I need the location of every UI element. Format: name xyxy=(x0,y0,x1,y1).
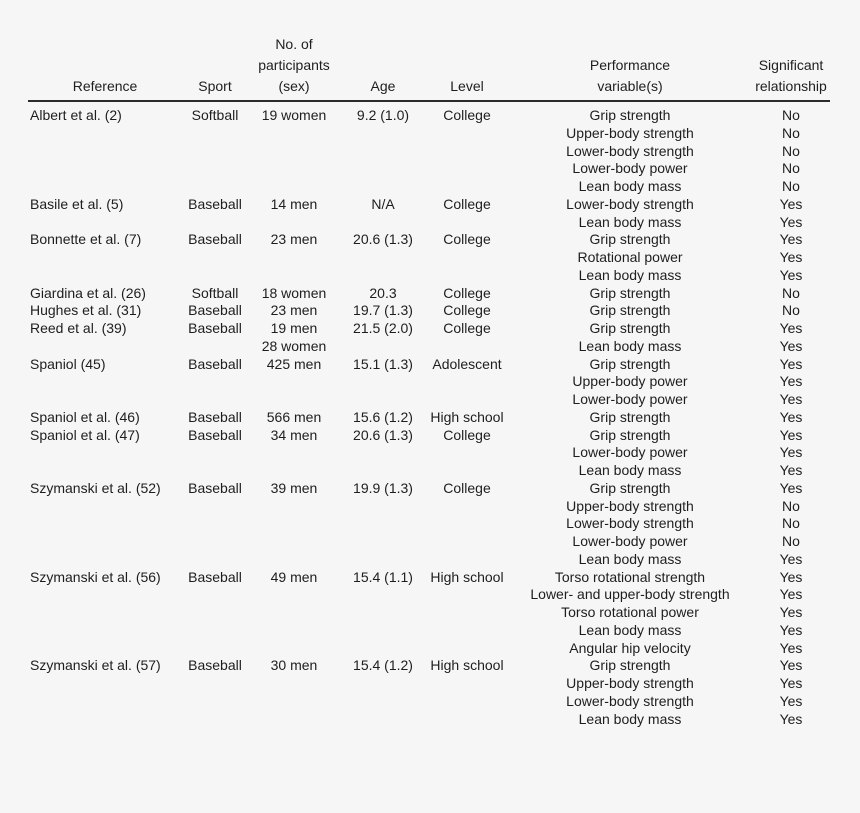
participants-cell: 425 men xyxy=(266,355,322,372)
level-cell xyxy=(428,675,506,693)
age-cell xyxy=(338,640,428,658)
participants-cell xyxy=(250,515,338,533)
sport-cell: Baseball xyxy=(188,195,242,212)
variable-cell: Lean body mass xyxy=(578,337,682,354)
variable-cell: Lower-body power xyxy=(572,160,688,177)
significant-cell: Yes xyxy=(779,231,803,248)
sport-cell: Baseball xyxy=(188,231,242,248)
sport-cell xyxy=(180,444,250,462)
participants-cell xyxy=(250,675,338,693)
participants-cell xyxy=(250,711,338,729)
variable-cell: Lean body mass xyxy=(578,550,682,567)
participants-cell: 18 women xyxy=(261,284,327,301)
sport-cell xyxy=(180,267,250,285)
sport-cell xyxy=(180,338,250,356)
significant-cell: No xyxy=(782,142,800,159)
level-cell xyxy=(428,640,506,658)
participants-cell: 23 men xyxy=(270,302,318,319)
sport-cell: Softball xyxy=(191,107,239,123)
level-cell xyxy=(428,160,506,178)
sport-cell: Baseball xyxy=(188,355,242,372)
variable-cell: Lean body mass xyxy=(578,710,682,727)
age-cell: 21.5 (2.0) xyxy=(353,320,413,336)
participants-cell: 28 women xyxy=(261,337,327,354)
significant-cell: Yes xyxy=(779,195,803,212)
variable-cell: Lower-body power xyxy=(572,444,688,461)
participants-cell xyxy=(250,622,338,640)
participants-cell xyxy=(250,604,338,622)
level-cell xyxy=(428,391,506,409)
column-header-line: Level xyxy=(450,78,484,94)
sport-cell xyxy=(180,675,250,693)
variable-cell: Lean body mass xyxy=(578,462,682,478)
column-header-line: Performance xyxy=(589,57,671,73)
reference-cell xyxy=(0,675,180,693)
sport-cell: Softball xyxy=(191,284,239,301)
level-cell: College xyxy=(443,231,491,248)
age-cell: 15.4 (1.1) xyxy=(353,568,413,585)
significant-cell: Yes xyxy=(779,657,803,674)
variable-cell: Upper-body power xyxy=(572,373,688,390)
level-cell xyxy=(428,693,506,711)
column-header-level xyxy=(428,76,506,97)
sport-cell xyxy=(180,214,250,232)
variable-cell: Grip strength xyxy=(589,231,671,248)
sport-cell xyxy=(180,160,250,178)
header-rule xyxy=(28,100,830,102)
level-cell xyxy=(428,249,506,267)
sport-cell xyxy=(180,604,250,622)
level-cell: Adolescent xyxy=(432,355,502,372)
participants-cell: 30 men xyxy=(270,657,318,674)
significant-cell: Yes xyxy=(779,391,803,407)
reference-cell xyxy=(0,533,180,551)
significant-cell: No xyxy=(782,284,800,301)
participants-cell xyxy=(250,640,338,658)
reference-cell xyxy=(0,604,180,622)
significant-cell: No xyxy=(782,497,800,514)
column-header-sport xyxy=(180,76,250,97)
level-cell: College xyxy=(443,479,491,496)
level-cell xyxy=(428,622,506,640)
significant-cell: Yes xyxy=(779,479,803,496)
sport-cell xyxy=(180,622,250,640)
age-cell: 15.6 (1.2) xyxy=(353,408,413,425)
age-cell: 20.6 (1.3) xyxy=(353,426,413,443)
column-header-line: Significant xyxy=(758,57,824,73)
level-cell: College xyxy=(443,320,491,336)
variable-cell: Lean body mass xyxy=(578,266,682,283)
age-cell: 20.6 (1.3) xyxy=(353,231,413,248)
significant-cell: Yes xyxy=(779,373,803,390)
variable-cell: Lean body mass xyxy=(578,621,682,638)
reference-cell: Hughes et al. (31) xyxy=(30,302,142,319)
reference-cell: Albert et al. (2) xyxy=(30,107,122,123)
reference-cell xyxy=(0,391,180,409)
reference-cell xyxy=(0,373,180,391)
reference-cell: Bonnette et al. (7) xyxy=(30,231,142,248)
reference-cell xyxy=(0,249,180,267)
age-cell xyxy=(338,125,428,143)
variable-cell: Grip strength xyxy=(589,107,671,123)
column-header-significant xyxy=(754,55,828,97)
variable-cell: Upper-body strength xyxy=(566,497,694,514)
variable-cell: Grip strength xyxy=(589,479,671,496)
reference-cell: Basile et al. (5) xyxy=(30,195,124,212)
sport-cell: Baseball xyxy=(188,408,242,425)
age-cell: 19.7 (1.3) xyxy=(353,302,413,319)
significant-cell: Yes xyxy=(779,266,803,283)
significant-cell: Yes xyxy=(779,444,803,461)
level-cell: College xyxy=(443,284,491,301)
variable-cell: Lower-body strength xyxy=(566,692,694,709)
significant-cell: Yes xyxy=(779,621,803,638)
participants-cell xyxy=(250,214,338,232)
reference-cell xyxy=(0,711,180,729)
age-cell xyxy=(338,444,428,462)
reference-cell xyxy=(0,338,180,356)
level-cell xyxy=(428,533,506,551)
participants-cell: 23 men xyxy=(270,231,318,248)
age-cell xyxy=(338,515,428,533)
sport-cell xyxy=(180,125,250,143)
column-header-line: Sport xyxy=(198,78,232,94)
participants-cell xyxy=(250,267,338,285)
reference-cell: Spaniol et al. (46) xyxy=(30,408,140,425)
variable-cell: Lower-body power xyxy=(572,533,688,549)
column-header-line: No. of xyxy=(275,36,313,52)
reference-cell xyxy=(0,551,180,569)
reference-cell xyxy=(0,214,180,232)
reference-cell xyxy=(0,178,180,196)
participants-cell xyxy=(250,693,338,711)
sport-cell: Baseball xyxy=(188,479,242,496)
reference-cell xyxy=(0,515,180,533)
sport-cell xyxy=(180,498,250,516)
participants-cell: 34 men xyxy=(270,426,318,443)
reference-cell xyxy=(0,444,180,462)
variable-cell: Upper-body strength xyxy=(566,124,694,141)
reference-cell xyxy=(0,462,180,480)
sport-cell: Baseball xyxy=(188,657,242,674)
significant-cell: No xyxy=(782,178,800,194)
participants-cell: 49 men xyxy=(270,568,318,585)
variable-cell: Grip strength xyxy=(589,302,671,319)
age-cell xyxy=(338,373,428,391)
variable-cell: Torso rotational power xyxy=(561,604,699,620)
variable-cell: Grip strength xyxy=(589,320,671,336)
participants-cell xyxy=(250,391,338,409)
age-cell xyxy=(338,604,428,622)
column-header-line: variable(s) xyxy=(597,78,663,94)
sport-cell xyxy=(180,178,250,196)
significant-cell: Yes xyxy=(779,550,803,567)
age-cell xyxy=(338,462,428,480)
sport-cell xyxy=(180,391,250,409)
sport-cell: Baseball xyxy=(188,426,242,443)
sport-cell xyxy=(180,711,250,729)
sport-cell xyxy=(180,462,250,480)
sport-cell xyxy=(180,551,250,569)
level-cell xyxy=(428,373,506,391)
level-cell xyxy=(428,214,506,232)
sport-cell xyxy=(180,249,250,267)
variable-cell: Lower-body power xyxy=(572,391,688,407)
age-cell xyxy=(338,498,428,516)
level-cell: College xyxy=(443,195,491,212)
significant-cell: No xyxy=(782,533,800,549)
column-header-line: Reference xyxy=(72,78,138,94)
significant-cell: Yes xyxy=(779,568,803,585)
significant-cell: Yes xyxy=(779,604,803,620)
participants-cell: 566 men xyxy=(266,408,322,425)
column-header-age xyxy=(338,76,428,97)
level-cell xyxy=(428,178,506,196)
variable-cell: Lean body mass xyxy=(578,178,682,194)
column-header-performance xyxy=(506,55,754,97)
variable-cell: Lower-body strength xyxy=(566,515,694,532)
reference-cell xyxy=(0,640,180,658)
level-cell xyxy=(428,125,506,143)
sport-cell xyxy=(180,693,250,711)
participants-cell xyxy=(250,125,338,143)
variable-cell: Grip strength xyxy=(589,355,671,372)
table-header-row xyxy=(0,0,828,97)
level-cell xyxy=(428,711,506,729)
level-cell: High school xyxy=(430,568,504,585)
column-header-line: participants xyxy=(258,57,330,73)
level-cell xyxy=(428,498,506,516)
age-cell xyxy=(338,391,428,409)
column-header-line: (sex) xyxy=(278,78,310,94)
reference-cell xyxy=(0,498,180,516)
variable-cell: Rotational power xyxy=(577,249,683,265)
significant-cell: Yes xyxy=(779,692,803,709)
sport-cell xyxy=(180,143,250,161)
age-cell: 9.2 (1.0) xyxy=(356,107,410,123)
significant-cell: Yes xyxy=(779,249,803,265)
participants-cell xyxy=(250,373,338,391)
significant-cell: Yes xyxy=(779,213,803,230)
significant-cell: Yes xyxy=(779,639,803,656)
age-cell xyxy=(338,160,428,178)
column-header-participants xyxy=(250,34,338,97)
age-cell: 15.4 (1.2) xyxy=(353,657,413,674)
age-cell xyxy=(338,693,428,711)
reference-cell: Spaniol (45) xyxy=(30,355,106,372)
significant-cell: No xyxy=(782,124,800,141)
reference-cell: Spaniol et al. (47) xyxy=(30,426,140,443)
significant-cell: Yes xyxy=(779,320,803,336)
level-cell xyxy=(428,515,506,533)
age-cell xyxy=(338,622,428,640)
participants-cell xyxy=(250,444,338,462)
significant-cell: Yes xyxy=(779,408,803,425)
reference-cell xyxy=(0,622,180,640)
significant-cell: Yes xyxy=(779,586,803,603)
variable-cell: Grip strength xyxy=(589,657,671,674)
reference-cell: Szymanski et al. (57) xyxy=(30,657,161,674)
participants-cell xyxy=(250,586,338,604)
level-cell xyxy=(428,604,506,622)
significant-cell: Yes xyxy=(779,426,803,443)
participants-cell xyxy=(250,249,338,267)
sport-cell xyxy=(180,586,250,604)
variable-cell: Grip strength xyxy=(589,426,671,443)
variable-cell: Lean body mass xyxy=(578,213,682,230)
level-cell: College xyxy=(443,426,491,443)
age-cell xyxy=(338,143,428,161)
age-cell xyxy=(338,675,428,693)
level-cell xyxy=(428,551,506,569)
age-cell xyxy=(338,214,428,232)
participants-cell xyxy=(250,533,338,551)
column-header-line: Age xyxy=(370,78,396,94)
participants-cell xyxy=(250,462,338,480)
participants-cell xyxy=(250,143,338,161)
significant-cell: Yes xyxy=(779,710,803,727)
variable-cell: Lower-body strength xyxy=(566,195,694,212)
age-cell: 15.1 (1.3) xyxy=(353,355,413,372)
level-cell: College xyxy=(443,107,491,123)
reference-cell xyxy=(0,160,180,178)
level-cell xyxy=(428,267,506,285)
participants-cell: 19 men xyxy=(270,320,318,336)
significant-cell: No xyxy=(782,302,800,319)
level-cell xyxy=(428,462,506,480)
age-cell xyxy=(338,338,428,356)
level-cell xyxy=(428,444,506,462)
age-cell xyxy=(338,178,428,196)
sport-cell: Baseball xyxy=(188,320,242,336)
participants-cell: 39 men xyxy=(270,479,318,496)
variable-cell: Grip strength xyxy=(589,408,671,425)
reference-cell xyxy=(0,125,180,143)
variable-cell: Torso rotational strength xyxy=(554,568,706,585)
significant-cell: Yes xyxy=(779,337,803,354)
reference-cell: Szymanski et al. (56) xyxy=(30,568,161,585)
reference-cell: Giardina et al. (26) xyxy=(30,284,146,301)
age-cell: N/A xyxy=(371,195,395,212)
significant-cell: No xyxy=(782,515,800,532)
variable-cell: Angular hip velocity xyxy=(569,639,691,656)
age-cell xyxy=(338,586,428,604)
participants-cell xyxy=(250,551,338,569)
reference-cell xyxy=(0,586,180,604)
reference-cell xyxy=(0,693,180,711)
level-cell: High school xyxy=(430,408,504,425)
sport-cell xyxy=(180,373,250,391)
age-cell: 19.9 (1.3) xyxy=(353,479,413,496)
sport-cell xyxy=(180,515,250,533)
reference-cell: Szymanski et al. (52) xyxy=(30,479,161,496)
sport-cell: Baseball xyxy=(188,568,242,585)
variable-cell: Lower- and upper-body strength xyxy=(530,586,730,603)
table-body xyxy=(0,107,828,728)
level-cell: College xyxy=(443,302,491,319)
reference-cell: Reed et al. (39) xyxy=(30,320,127,336)
participants-cell xyxy=(250,160,338,178)
age-cell xyxy=(338,551,428,569)
significant-cell: No xyxy=(782,160,800,177)
significant-cell: Yes xyxy=(779,355,803,372)
reference-cell xyxy=(0,143,180,161)
participants-cell: 14 men xyxy=(270,195,318,212)
level-cell xyxy=(428,143,506,161)
column-header-reference xyxy=(0,76,180,97)
participants-cell: 19 women xyxy=(261,107,327,123)
significant-cell: Yes xyxy=(779,675,803,691)
level-cell xyxy=(428,338,506,356)
significant-cell: Yes xyxy=(779,462,803,478)
significant-cell: No xyxy=(782,107,800,123)
column-header-line: relationship xyxy=(755,78,827,94)
age-cell: 20.3 xyxy=(369,284,397,301)
sport-cell xyxy=(180,533,250,551)
age-cell xyxy=(338,533,428,551)
age-cell xyxy=(338,267,428,285)
sport-cell: Baseball xyxy=(188,302,242,319)
sport-cell xyxy=(180,640,250,658)
level-cell: High school xyxy=(430,657,504,674)
age-cell xyxy=(338,249,428,267)
variable-cell: Grip strength xyxy=(589,284,671,301)
level-cell xyxy=(428,586,506,604)
participants-cell xyxy=(250,178,338,196)
variable-cell: Lower-body strength xyxy=(566,142,694,159)
reference-cell xyxy=(0,267,180,285)
participants-cell xyxy=(250,498,338,516)
variable-cell: Upper-body strength xyxy=(566,675,694,691)
age-cell xyxy=(338,711,428,729)
